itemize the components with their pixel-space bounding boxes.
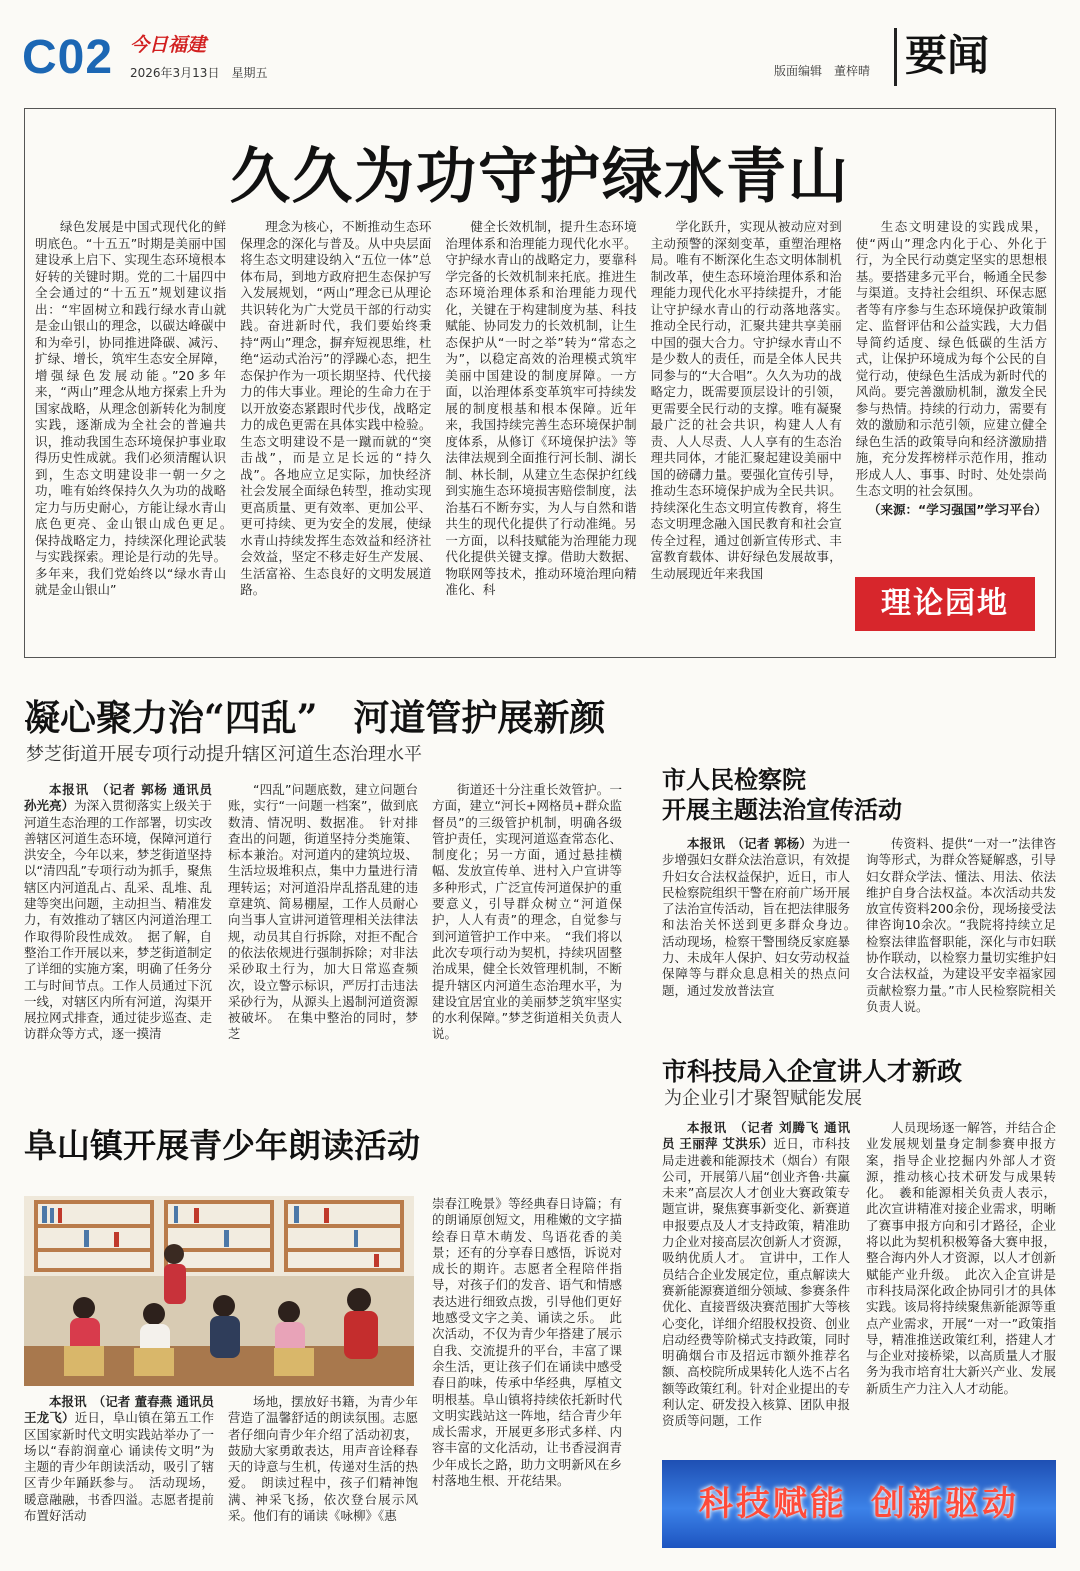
river-article-subtitle: 梦芝街道开展专项行动提升辖区河道生态治理水平	[26, 744, 422, 765]
section-name: 要闻	[894, 28, 989, 86]
theory-article	[24, 108, 1056, 658]
tech-article-column-1: 本报讯 （记者 刘腾飞 通讯员 王丽萍 艾洪乐）近日，市科技局走进羲和能源技术（烟台）有限公司，开展第八届“创业齐鲁·共赢未来”高层次人才创业大赛政策专题宣讲，聚焦赛事新变化、新赛道申报要点及人才支持政策，精准助力企业对接高层次创新人才资源，吸纳优质人才。 宣讲中，工作人员结合企业发展定位，重点解读大赛新能源赛道细分领域、参赛条件优化、直接晋级决赛范围扩大等核心变化，详细介绍股权投资、创业启动经费等阶梯式支持政策，同时明确烟台市及招远市额外推荐名额、高校院所成果转化人选不占名额等政策红利。针对企业提出的专利认定、研发投入核算、团队申报资质等问题，工作	[662, 1120, 850, 1429]
theory-column-5: 生态文明建设的实践成果，使“两山”理念内化于心、外化于行，为全民行动奠定坚实的思想根基。要搭建多元平台，畅通全民参与渠道。支持社会组织、环保志愿者等有序参与生态环境保护政策制定、监督评估和公益实践，大力倡导简约适度、绿色低碳的生活方式，让保护环境成为每个公民的自觉行动，使绿色生活成为新时代的风尚。要完善激励机制，激发全民参与热情。持续的行动力，需要有效的激励和示范引领，应建立健全绿色生活的政策导向和经济激励措施，充分发挥榜样示范作用，推动形成人人、事事、时时、处处崇尚生态文明的社会氛围。 （来源：“学习强国”学习平台）	[855, 219, 1047, 517]
tech-article-column-2: 人员现场逐一解答，并结合企业发展规划量身定制参赛申报方案，指导企业挖掘内外部人才资源，推动核心技术研发与成果转化。 羲和能源相关负责人表示，此次宣讲精准对接企业需求，明晰了赛事申报方向和引才路径，企业将以此为契机积极筹备大赛申报，整合海内外人才资源，以人才创新赋能产业升级。 此次入企宣讲是市科技局深化政企协同引才的具体实践。该局将持续聚焦新能源等重点产业需求，开展“一对一”政策指导，精准推送政策红利，搭建人才与企业对接桥梁，以高质量人才服务为我市培育壮大新兴产业、发展新质生产力注入人才动能。	[866, 1120, 1056, 1396]
reading-article-column-3: 崇春江晚景》等经典春日诗篇；有的朗诵原创短文，用稚嫩的文字描绘春日草木萌发、鸟语花香的美景；还有的分享春日感悟，诉说对成长的期许。志愿者全程陪伴指导，对孩子们的发音、语气和情感表达进行细致点拨，引导他们更好地感受文字之美、诵读之乐。 此次活动，不仅为青少年搭建了展示自我、交流提升的平台，丰富了课余生活，更让孩子们在诵读中感受春日韵味，传承中华经典，厚植文明根基。阜山镇将持续依托新时代文明实践站这一阵地，结合青少年成长需求，开展更多形式多样、内容丰富的文化活动，让书香浸润青少年成长之路，助力文明新风在乡村落地生根、开花结果。	[432, 1196, 622, 1489]
river-article-column-2: “四乱”问题底数，建立问题台账，实行“一问题一档案”，做到底数清、情况明、数据准。 针对排查出的问题，街道坚持分类施策、标本兼治。对河道内的建筑垃圾、生活垃圾堆积点，集中力量进行清理转运；对河道沿岸乱搭乱建的违章建筑、简易棚屋，工作人员耐心向当事人宣讲河道管理相关法律法规，动员其自行拆除，对拒不配合的依法依规进行强制拆除；对非法采砂取土行为，加大日常巡查频次，设立警示标识，严厉打击违法采砂行为，从源头上遏制河道资源被破坏。 在集中整治的同时，梦芝	[228, 782, 418, 1042]
theory-column-2: 理念为核心，不断推动生态环保理念的深化与普及。从中央层面将生态文明建设纳入“五位一体”总体布局，到地方政府把生态保护写入发展规划，“两山”理念已从理论共识转化为广大党员干部的行动实践。奋进新时代，我们要始终秉持“两山”理念，摒弃短视思维，杜绝“运动式治污”的浮躁心态，把生态保护作为一项长期坚持、代代接力的伟大事业。理论的生命力在于以开放姿态紧跟时代步伐，战略定力的成色更需在具体实践中检验。生态文明建设不是一蹴而就的“突击战”，而是立足长远的“持久战”。各地应立足实际，加快经济社会发展全面绿色转型，推动实现更高质量、更有效率、更加公平、更可持续、更为安全的发展，使绿水青山持续发挥生态效益和经济社会效益，坚定不移走好生产发展、生活富裕、生态良好的文明发展道路。	[240, 219, 432, 597]
river-article-column-1: 本报讯 （记者 郭杨 通讯员 孙光亮）为深入贯彻落实上级关于河道生态治理的工作部署，切实改善辖区河道生态环境，保障河道行洪安全，今年以来，梦芝街道坚持以“清四乱”专项行动为抓手，聚焦辖区内河道乱占、乱采、乱堆、乱建等突出问题，主动担当、精准发力，有效推动了辖区内河道治理工作取得阶段性成效。 据了解，自整治工作开展以来，梦芝街道制定了详细的实施方案，明确了任务分工与时间节点。工作人员通过下沉一线，对辖区内所有河道，沟渠开展拉网式排查，通过徒步巡查、走访群众等方式，逐一摸清	[24, 782, 212, 1042]
theory-column-4: 学化跃升，实现从被动应对到主动预警的深刻变革，重塑治理格局。唯有不断深化生态文明体制机制改革，使生态环境治理体系和治理能力现代化水平持续提升，才能让守护绿水青山的行动落地落实。 推动全民行动，汇聚共建共享美丽中国的强大合力。守护绿水青山不是少数人的责任，而是全体人民共同参与的“大合唱”。久久为功的战略定力，既需要顶层设计的引领，更需要全民行动的支撑。唯有凝聚最广泛的社会共识，构建人人有责、人人尽责、人人享有的生态治理共同体，才能汇聚起建设美丽中国的磅礴力量。要强化宣传引导，推动生态环境保护成为全民共识。持续深化生态文明宣传教育，将生态文明理念融入国民教育和社会宣传全过程，通过创新宣传形式、丰富教育载体、讲好绿色发展故事，生动展现近年来我国	[650, 219, 855, 581]
procuratorate-title-line-1: 市人民检察院	[662, 765, 806, 794]
procuratorate-byline: 本报讯 （记者 郭杨）	[687, 836, 813, 851]
river-article-title: 凝心聚力治“四乱” 河道管护展新颜	[24, 697, 606, 739]
reading-article-byline: 本报讯 （记者 董春燕 通讯员 王龙飞）	[24, 1394, 214, 1426]
children-reading-photo	[24, 1196, 414, 1386]
masthead	[22, 28, 1058, 88]
theory-column-3: 健全长效机制，提升生态环境治理体系和治理能力现代化水平。守护绿水青山的战略定力，要靠科学完备的长效机制来托底。推进生态环境治理体系和治理能力现代化，关键在于构建制度为基、科技赋能、协同发力的长效机制，让生态保护从“一时之举”转为“常态之为”，以稳定高效的治理模式筑牢美丽中国建设的制度屏障。一方面，以治理体系变革筑牢可持续发展的制度根基和根本保障。近年来，我国持续完善生态环境保护制度体系，从修订《环境保护法》等法律法规到全面推行河长制、湖长制、林长制，从建立生态保护红线到实施生态环境损害赔偿制度，法治基石不断夯实，为人与自然和谐共生的现代化提供了行动准绳。另一方面，以科技赋能为治理能力现代化提供关键支撑。借助大数据、物联网等技术，推动环境治理向精准化、科	[445, 219, 637, 597]
banner-right-text: 创新驱动	[871, 1484, 1019, 1524]
procuratorate-column-1: 本报讯 （记者 郭杨）为进一步增强妇女群众法治意识，有效提升妇女合法权益保护，近日，市人民检察院组织干警在府前广场开展了法治宣传活动，旨在把法律服务和法治关怀送到更多群众身边。 活动现场，检察干警围绕反家庭暴力、未成年人保护、妇女劳动权益保障等与群众息息相关的热点问题，通过发放普法宣	[662, 836, 863, 998]
reading-article-title: 阜山镇开展青少年朗读活动	[24, 1126, 420, 1165]
river-article-byline: 本报讯 （记者 郭杨 通讯员 孙光亮）	[24, 782, 212, 814]
theory-headline: 久久为功守护绿水青山	[230, 142, 850, 212]
theory-column-stamp: 理论园地	[855, 577, 1035, 631]
date-line: 2026年3月13日 星期五	[130, 66, 268, 80]
tech-article-byline: 本报讯 （记者 刘腾飞 通讯员 王丽萍 艾洪乐）	[662, 1120, 850, 1152]
procuratorate-title-line-2: 开展主题法治宣传活动	[662, 795, 902, 824]
page-number: C02	[22, 31, 114, 84]
tech-article-title: 市科技局入企宣讲人才新政	[662, 1057, 963, 1086]
river-article-column-3: 街道还十分注重长效管护。一方面，建立“河长+网格员+群众监督员”的三级管护机制，明确各级管护责任，实现河道巡查常态化、制度化；另一方面，通过悬挂横幅、发放宣传单、进村入户宣讲等多种形式，广泛宣传河道保护的重要意义，引导群众树立“河道保护，人人有责”的理念，自觉参与到河道管护工作中来。 “我们将以此次专项行动为契机，持续巩固整治成果，健全长效管理机制，不断提升辖区内河道生态治理水平，为建设宜居宜业的美丽梦芝筑牢坚实的水利保障。”梦芝街道相关负责人说。	[432, 782, 622, 1042]
theory-column-1: 绿色发展是中国式现代化的鲜明底色。“十五五”时期是美丽中国建设承上启下、实现生态环境根本好转的关键时期。党的二十届四中全会通过的“十五五”规划建议指出：“牢固树立和践行绿水青山就是金山银山的理念，以碳达峰碳中和为牵引，协同推进降碳、减污、扩绿、增长，筑牢生态安全屏障，增强绿色发展动能。”20多年来，“两山”理念从地方探索上升为国家战略，从理念创新转化为制度实践，逐渐成为全社会的普遍共识，推动我国生态环境保护事业取得历史性成就。我们必须清醒认识到，生态文明建设非一朝一夕之功，唯有始终保持久久为功的战略定力与历史耐心，方能让绿水青山底色更亮、金山银山成色更足。 保持战略定力，持续深化理论武装与实践探索。理论是行动的先导。多年来，我们党始终以“绿水青山就是金山银山”	[35, 219, 239, 597]
reading-article-column-1: 本报讯 （记者 董春燕 通讯员 王龙飞）近日，阜山镇在第五工作区国家新时代文明实践站举办了一场以“春韵润童心 诵读传文明”为主题的青少年朗读活动，吸引了辖区青少年踊跃参与。 活动现场，暖意融融，书香四溢。志愿者提前布置好活动	[24, 1394, 214, 1524]
reading-article-column-2: 场地，摆放好书籍，为青少年营造了温馨舒适的朗读氛围。志愿者仔细向青少年介绍了活动初衷，鼓励大家勇敢表达，用声音诠释春天的诗意与生机，传递对生活的热爱。 朗读过程中，孩子们精神饱满、神采飞扬，依次登台展示风采。他们有的诵读《咏柳》《惠	[228, 1394, 418, 1524]
newspaper-logo: 今日福建	[130, 34, 207, 56]
theory-source: （来源：“学习强国”学习平台）	[868, 501, 1047, 517]
tech-slogan-banner	[662, 1460, 1056, 1548]
tech-article-subtitle: 为企业引才聚智赋能发展	[664, 1088, 862, 1109]
banner-left-text: 科技赋能	[699, 1484, 847, 1524]
procuratorate-column-2: 传资料、提供“一对一”法律咨询等形式，为群众答疑解惑，引导妇女群众学法、懂法、用法、依法维护自身合法权益。本次活动共发放宣传资料200余份，现场接受法律咨询10余次。“我院将持续立足检察法律监督职能，深化与市妇联协作联动，以检察力量切实维护妇女合法权益，为建设平安幸福家园贡献检察力量。”市人民检察院相关负责人说。	[866, 836, 1056, 1014]
editor-line: 版面编辑 董梓晴	[774, 64, 871, 78]
